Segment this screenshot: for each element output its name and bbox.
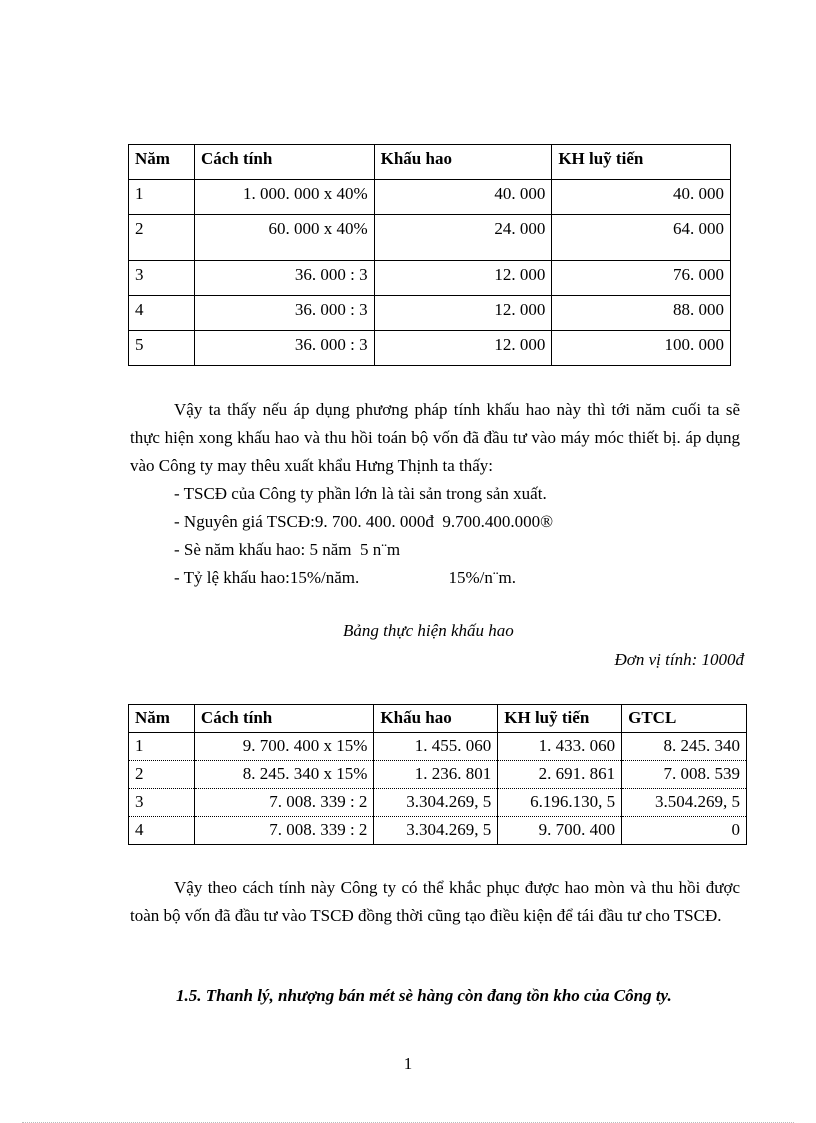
table-cell: 100. 000 xyxy=(552,331,731,366)
paragraph-2 xyxy=(130,874,740,930)
table-cell: 60. 000 x 40% xyxy=(194,215,374,261)
table-row xyxy=(129,215,731,261)
table-cell: 1. 000. 000 x 40% xyxy=(194,180,374,215)
table-cell: 3.304.269, 5 xyxy=(374,789,498,817)
table-header-row xyxy=(129,145,731,180)
header-cell: Năm xyxy=(129,145,195,180)
table-cell: 12. 000 xyxy=(374,331,552,366)
table-cell: 12. 000 xyxy=(374,296,552,331)
bullet-item: - Tỷ lệ khấu hao:15%/năm. 15%/n¨m. xyxy=(174,568,516,587)
table-row xyxy=(129,733,747,761)
table-cell: 2 xyxy=(129,215,195,261)
table-cell: 24. 000 xyxy=(374,215,552,261)
table-cell: 7. 008. 539 xyxy=(622,761,747,789)
table-cell: 76. 000 xyxy=(552,261,731,296)
header-cell: KH luỹ tiến xyxy=(498,705,622,733)
table-cell: 2 xyxy=(129,761,195,789)
table-cell: 6.196.130, 5 xyxy=(498,789,622,817)
bullet-item: - Nguyên giá TSCĐ:9. 700. 400. 000đ 9.700.400.000® xyxy=(174,512,554,531)
paragraph-2-text: Vậy theo cách tính này Công ty có thể khắc phục được hao mòn và thu hồi được toàn bộ vốn đã đầu tư vào TSCĐ đồng thời cũng tạo điều kiện để tái đầu tư cho TSCĐ. xyxy=(130,878,740,925)
table-caption: Bảng thực hiện khấu hao xyxy=(343,621,514,640)
unit-label: Đơn vị tính: 1000đ xyxy=(614,650,744,669)
table-cell: 1. 236. 801 xyxy=(374,761,498,789)
table-cell: 4 xyxy=(129,817,195,845)
table-row xyxy=(129,180,731,215)
table-cell: 7. 008. 339 : 2 xyxy=(194,817,374,845)
header-cell: Khấu hao xyxy=(374,705,498,733)
table-cell: 3.504.269, 5 xyxy=(622,789,747,817)
table-row xyxy=(129,817,747,845)
table-cell: 7. 008. 339 : 2 xyxy=(194,789,374,817)
table-cell: 36. 000 : 3 xyxy=(194,261,374,296)
table-cell: 2. 691. 861 xyxy=(498,761,622,789)
table-cell: 88. 000 xyxy=(552,296,731,331)
table-cell: 3 xyxy=(129,261,195,296)
table-cell: 36. 000 : 3 xyxy=(194,296,374,331)
depreciation-table-2 xyxy=(128,704,747,845)
header-cell: Năm xyxy=(129,705,195,733)
table-cell: 8. 245. 340 x 15% xyxy=(194,761,374,789)
table-cell: 1. 455. 060 xyxy=(374,733,498,761)
table-row xyxy=(129,331,731,366)
table-header-row xyxy=(129,705,747,733)
table-cell: 1 xyxy=(129,180,195,215)
header-cell: GTCL xyxy=(622,705,747,733)
page-number: 1 xyxy=(403,1054,413,1073)
table-cell: 4 xyxy=(129,296,195,331)
table-cell: 64. 000 xyxy=(552,215,731,261)
header-cell: Khấu hao xyxy=(374,145,552,180)
table-cell: 40. 000 xyxy=(374,180,552,215)
table-cell: 36. 000 : 3 xyxy=(194,331,374,366)
table-cell: 1. 433. 060 xyxy=(498,733,622,761)
bullet-item: - TSCĐ của Công ty phần lớn là tài sản trong sản xuất. xyxy=(174,484,547,503)
table-cell: 12. 000 xyxy=(374,261,552,296)
table-cell: 3 xyxy=(129,789,195,817)
depreciation-table-1 xyxy=(128,144,731,366)
table-cell: 0 xyxy=(622,817,747,845)
section-heading: 1.5. Thanh lý, nhượng bán mét sè hàng còn đang tồn kho của Công ty. xyxy=(176,986,672,1005)
paragraph-1 xyxy=(130,396,740,480)
table-cell: 1 xyxy=(129,733,195,761)
table-row xyxy=(129,261,731,296)
table-row xyxy=(129,296,731,331)
table-row xyxy=(129,761,747,789)
header-cell: KH luỹ tiến xyxy=(552,145,731,180)
table-cell: 5 xyxy=(129,331,195,366)
table-cell: 40. 000 xyxy=(552,180,731,215)
table-row xyxy=(129,789,747,817)
table-cell: 9. 700. 400 x 15% xyxy=(194,733,374,761)
table-cell: 3.304.269, 5 xyxy=(374,817,498,845)
paragraph-1-text: Vậy ta thấy nếu áp dụng phương pháp tính khấu hao này thì tới năm cuối ta sẽ thực hiện xong khấu hao và thu hồi toán bộ vốn đã đầu tư vào máy móc thiết bị. áp dụng vào Công ty may thêu xuất khẩu Hưng Thịnh ta thấy: xyxy=(130,400,740,475)
header-cell: Cách tính xyxy=(194,705,374,733)
bullet-item: - Sè năm khấu hao: 5 năm 5 n¨m xyxy=(174,540,401,559)
table-cell: 9. 700. 400 xyxy=(498,817,622,845)
table-cell: 8. 245. 340 xyxy=(622,733,747,761)
header-cell: Cách tính xyxy=(194,145,374,180)
